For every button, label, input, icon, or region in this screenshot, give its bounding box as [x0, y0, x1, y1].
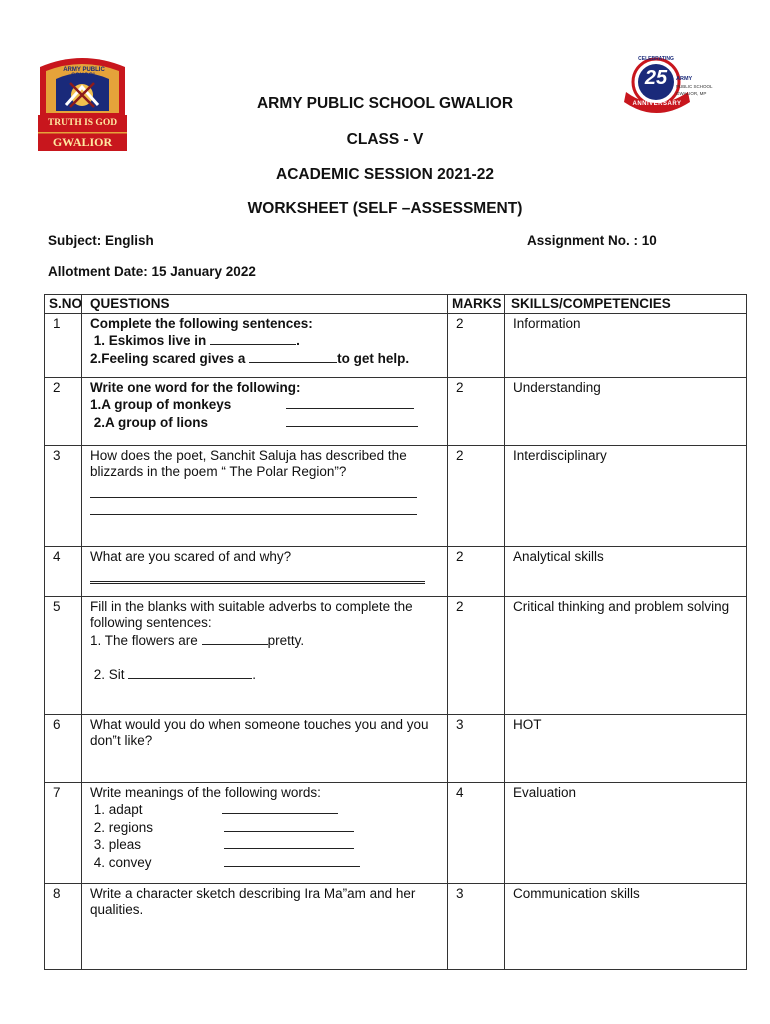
answer-blank[interactable] — [222, 801, 338, 814]
row-skill: HOT — [505, 714, 747, 782]
row-sno: 2 — [45, 377, 82, 445]
table-row — [45, 782, 747, 883]
row-marks: 2 — [448, 445, 505, 546]
anniversary-sub1: ARMY — [676, 76, 693, 82]
row-sno: 5 — [45, 596, 82, 714]
crest-top-text: ARMY PUBLIC SCHOOL — [63, 67, 105, 79]
answer-blank[interactable] — [249, 350, 337, 363]
row-question: What would you do when someone touches you and you don‟t like? — [82, 714, 448, 782]
anniversary-ribbon-text: ANNIVERSARY — [632, 101, 682, 107]
question-item — [90, 396, 441, 414]
question-text: Write meanings of the following words: — [90, 784, 321, 800]
question-item — [90, 414, 441, 432]
word-item — [90, 819, 441, 837]
question-item-text: 1.A group of monkeys — [90, 397, 232, 412]
row-sno: 3 — [45, 445, 82, 546]
answer-blank[interactable] — [286, 414, 418, 427]
answer-blank[interactable] — [224, 819, 354, 832]
row-sno: 7 — [45, 782, 82, 883]
question-title: Complete the following sentences: — [90, 315, 313, 331]
row-sno: 4 — [45, 546, 82, 596]
row-skill: Critical thinking and problem solving — [505, 596, 747, 714]
answer-blank[interactable] — [210, 332, 296, 345]
worksheet-title: WORKSHEET (SELF –ASSESSMENT) — [247, 200, 523, 217]
question-item — [90, 350, 441, 368]
row-question — [82, 782, 448, 883]
question-item-text: 2. Sit — [90, 667, 129, 682]
word-label: 2. regions — [90, 819, 154, 835]
question-title: Write one word for the following: — [90, 379, 301, 395]
word-label: 1. adapt — [90, 802, 143, 817]
question-text: How does the poet, Sanchit Saluja has described the blizzards in the poem “ The Polar Region”? — [90, 447, 407, 479]
word-item — [90, 801, 441, 819]
row-question — [82, 445, 448, 546]
subject-label: Subject: English — [48, 233, 154, 248]
answer-line[interactable] — [90, 498, 417, 515]
answer-line[interactable] — [90, 565, 425, 582]
question-item-end: . — [252, 667, 257, 682]
row-skill: Information — [505, 313, 747, 377]
row-marks: 2 — [448, 313, 505, 377]
header-sno: S.NO — [45, 295, 82, 314]
row-skill: Communication skills — [505, 883, 747, 969]
session-title: ACADEMIC SESSION 2021-22 — [276, 166, 494, 183]
question-item-text: 2.A group of lions — [90, 414, 208, 430]
school-name: ARMY PUBLIC SCHOOL GWALIOR — [256, 95, 514, 112]
row-skill: Understanding — [505, 377, 747, 445]
table-row — [45, 445, 747, 546]
row-sno: 6 — [45, 714, 82, 782]
row-marks: 2 — [448, 377, 505, 445]
answer-line[interactable] — [90, 481, 417, 498]
question-item-end: . — [296, 333, 300, 348]
row-marks: 3 — [448, 714, 505, 782]
question-item-text: 1. Eskimos live in — [90, 333, 211, 348]
row-skill: Evaluation — [505, 782, 747, 883]
anniversary-sub3: GWALIOR, MP — [676, 91, 707, 96]
row-skill: Analytical skills — [505, 546, 747, 596]
question-item-end: pretty. — [267, 632, 305, 648]
question-text: Fill in the blanks with suitable adverbs to complete the following sentences: — [90, 598, 413, 630]
question-item-text: 1. The flowers are — [90, 632, 202, 648]
question-item-end: to get help. — [337, 350, 410, 366]
allotment-date: Allotment Date: 15 January 2022 — [48, 264, 256, 279]
answer-line[interactable] — [90, 582, 425, 584]
header-marks: MARKS — [448, 295, 505, 314]
table-header-row — [45, 295, 747, 314]
anniversary-sub2: PUBLIC SCHOOL — [676, 84, 713, 89]
row-question: Write a character sketch describing Ira Ma”am and her qualities. — [82, 883, 448, 969]
row-sno: 1 — [45, 313, 82, 377]
question-item — [90, 666, 441, 684]
table-row — [45, 714, 747, 782]
word-item — [90, 836, 441, 854]
worksheet-table — [44, 294, 747, 970]
row-skill: Interdisciplinary — [505, 445, 747, 546]
answer-blank[interactable] — [286, 396, 414, 409]
class-title: CLASS - V — [346, 131, 424, 148]
row-marks: 2 — [448, 546, 505, 596]
word-label: 4. convey — [90, 854, 152, 870]
row-question — [82, 313, 448, 377]
question-item — [90, 332, 441, 350]
table-row — [45, 313, 747, 377]
anniversary-number: 25 — [644, 67, 668, 89]
answer-blank[interactable] — [224, 836, 354, 849]
header-questions: QUESTIONS — [82, 295, 448, 314]
header-skills: SKILLS/COMPETENCIES — [505, 295, 747, 314]
word-item — [90, 854, 441, 872]
row-question — [82, 596, 448, 714]
row-question — [82, 546, 448, 596]
row-question — [82, 377, 448, 445]
row-marks: 4 — [448, 782, 505, 883]
word-label: 3. pleas — [90, 837, 142, 852]
answer-blank[interactable] — [224, 854, 360, 867]
crest-motto: TRUTH IS GOD — [47, 118, 118, 128]
table-row — [45, 377, 747, 445]
question-item — [90, 632, 441, 650]
question-item-text: 2.Feeling scared gives a — [90, 350, 250, 366]
crest-city: GWALIOR — [52, 135, 113, 149]
assignment-number: Assignment No. : 10 — [527, 233, 657, 248]
row-marks: 2 — [448, 596, 505, 714]
table-row — [45, 883, 747, 969]
answer-blank[interactable] — [202, 632, 268, 645]
answer-blank[interactable] — [128, 666, 252, 679]
anniversary-logo — [624, 52, 713, 126]
question-text: What are you scared of and why? — [90, 548, 292, 564]
anniversary-celebrating: CELEBRATING — [638, 56, 674, 62]
row-sno: 8 — [45, 883, 82, 969]
row-marks: 3 — [448, 883, 505, 969]
table-row — [45, 596, 747, 714]
table-row — [45, 546, 747, 596]
